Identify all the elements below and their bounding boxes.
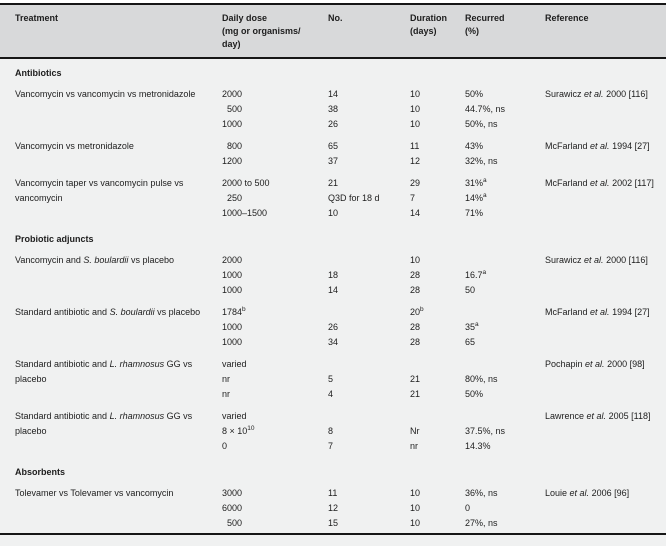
recurred-cell: 35$^a$ 65 bbox=[465, 321, 479, 347]
reference-cell: Surawicz et al. 2000 [116] bbox=[545, 89, 648, 99]
dose-cell: 2000 to 500 250 1000–1500 bbox=[222, 178, 270, 218]
treatment-trials-table bbox=[0, 3, 666, 535]
footnote-marker: b bbox=[420, 306, 424, 313]
footnote-marker: a bbox=[483, 177, 487, 184]
treatment-cell: Tolevamer vs Tolevamer vs vancomycin bbox=[15, 488, 174, 498]
no-cell: 8 7 bbox=[328, 426, 334, 451]
duration-cell: Nr nr bbox=[410, 426, 420, 451]
treatment-cell: Standard antibiotic and L. rhamnosus GG vs placebo bbox=[15, 411, 193, 436]
table-body bbox=[0, 59, 666, 533]
header-no: No. bbox=[328, 13, 343, 23]
page-bottom-margin bbox=[0, 535, 666, 546]
reference-cell: McFarland et al. 1994 [27] bbox=[545, 307, 650, 317]
dose-cell: varied $8 \times 10^{10}$ 0 bbox=[222, 411, 255, 451]
recurred-cell: 50% 44.7%, ns 50%, ns bbox=[465, 89, 506, 129]
no-cell: 21 Q3D for 18 d 10 bbox=[328, 178, 380, 218]
reference-cell: Louie et al. 2006 [96] bbox=[545, 488, 630, 498]
recurred-cell: 36%, ns 0 27%, ns bbox=[465, 488, 498, 528]
dose-cell: 2000 1000 1000 bbox=[222, 255, 243, 295]
no-cell: 65 37 bbox=[328, 141, 339, 166]
table-row bbox=[15, 486, 666, 531]
header-recurred: Recurred (%) bbox=[465, 13, 505, 36]
duration-cell: 10 10 10 bbox=[410, 488, 421, 528]
duration-cell: 11 12 bbox=[410, 141, 421, 166]
footnote-marker: b bbox=[242, 306, 246, 313]
recurred-cell: 43% 32%, ns bbox=[465, 141, 498, 166]
recurred-cell: 80%, ns 50% bbox=[465, 374, 498, 399]
no-cell: 5 4 bbox=[328, 374, 334, 399]
dose-cell: 2000 500 1000 bbox=[222, 89, 243, 129]
duration-cell: 21 21 bbox=[410, 374, 421, 399]
table-row bbox=[15, 305, 666, 350]
treatment-cell: Vancomycin and S. boulardii vs placebo bbox=[15, 255, 174, 265]
no-cell: 11 12 15 bbox=[328, 488, 339, 528]
footnote-marker: a bbox=[483, 192, 487, 199]
recurred-cell: 37.5%, ns 14.3% bbox=[465, 426, 506, 451]
duration-cell: 29 7 14 bbox=[410, 178, 421, 218]
header-duration: Duration (days) bbox=[410, 13, 447, 36]
reference-cell: Pochapin et al. 2000 [98] bbox=[545, 359, 645, 369]
table-header-row bbox=[0, 5, 666, 59]
dose-cell: 3000 6000 500 bbox=[222, 488, 243, 528]
no-cell: 14 38 26 bbox=[328, 89, 339, 129]
section-title-absorbents: Absorbents bbox=[15, 467, 66, 477]
no-cell: 26 34 bbox=[328, 322, 339, 347]
duration-cell: 10 10 10 bbox=[410, 89, 421, 129]
treatment-cell: Vancomycin vs metronidazole bbox=[15, 141, 134, 151]
table-row bbox=[15, 176, 666, 221]
header-daily-dose: Daily dose (mg or organisms/ day) bbox=[222, 13, 301, 49]
table-row bbox=[15, 253, 666, 298]
reference-cell: Lawrence et al. 2005 [118] bbox=[545, 411, 651, 421]
recurred-cell: 31%$^a$ 14%$^a$ 71% bbox=[465, 177, 487, 218]
header-reference: Reference bbox=[545, 13, 589, 23]
reference-cell: McFarland et al. 1994 [27] bbox=[545, 141, 650, 151]
dose-cell: 1784$^b$ 1000 1000 bbox=[222, 306, 246, 347]
treatment-cell: Standard antibiotic and S. boulardii vs placebo bbox=[15, 307, 201, 317]
section-title-probiotic-adjuncts: Probiotic adjuncts bbox=[15, 234, 94, 244]
duration-cell: 20$^b$ 28 28 bbox=[410, 306, 424, 347]
footnote-marker: a bbox=[482, 269, 487, 276]
footnote-marker: a bbox=[475, 321, 479, 328]
table-row bbox=[15, 409, 666, 454]
dose-cell: 800 1200 bbox=[222, 141, 243, 166]
treatment-cell: Vancomycin vs vancomycin vs metronidazole bbox=[15, 89, 196, 99]
reference-cell: McFarland et al. 2002 [117] bbox=[545, 178, 654, 188]
treatment-cell: Standard antibiotic and L. rhamnosus GG vs placebo bbox=[15, 359, 193, 384]
treatment-cell: Vancomycin taper vs vancomycin pulse vs vancomycin bbox=[15, 178, 184, 203]
recurred-cell: 16.7$^a$ 50 bbox=[465, 269, 487, 295]
table-row bbox=[15, 357, 666, 402]
dose-cell: varied nr nr bbox=[222, 359, 247, 399]
table-row bbox=[15, 87, 666, 132]
section-title-antibiotics: Antibiotics bbox=[15, 68, 62, 78]
duration-cell: 10 28 28 bbox=[410, 255, 421, 295]
reference-cell: Surawicz et al. 2000 [116] bbox=[545, 255, 648, 265]
exponent: 10 bbox=[247, 425, 255, 432]
no-cell: 18 14 bbox=[328, 270, 339, 295]
header-treatment: Treatment bbox=[15, 13, 59, 23]
table-row bbox=[15, 139, 666, 169]
